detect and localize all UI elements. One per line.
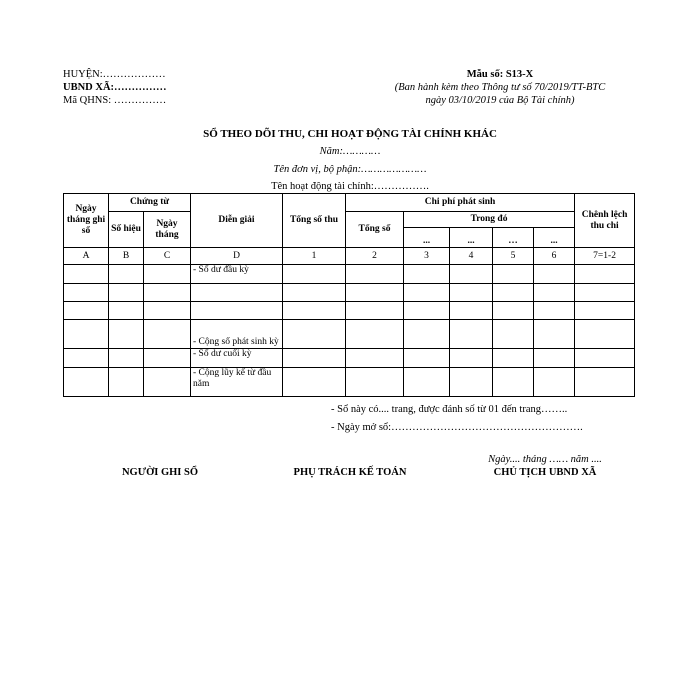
header-sub-3: … xyxy=(493,228,534,248)
header-sub-1: ... xyxy=(404,228,450,248)
header-voucher: Chứng từ xyxy=(109,194,191,212)
table-row xyxy=(64,349,635,368)
header-date: Ngày tháng ghi sổ xyxy=(64,194,109,248)
row-label-ytd-total: - Cộng lũy kế từ đầu năm xyxy=(191,368,283,397)
open-date-note: - Ngày mở sổ:………………………………………………. xyxy=(331,422,583,433)
code-cell: 4 xyxy=(450,248,493,265)
row-label-blank-1 xyxy=(191,284,283,302)
year-line: Năm:………… xyxy=(319,146,381,157)
header-expense-total: Tổng số xyxy=(346,212,404,248)
code-cell: D xyxy=(191,248,283,265)
code-cell: C xyxy=(144,248,191,265)
row-label-opening-balance: - Số dư đầu kỳ xyxy=(191,265,283,284)
code-cell: 5 xyxy=(493,248,534,265)
header-voucher-date: Ngày tháng xyxy=(144,212,191,248)
header-sub-4: ... xyxy=(534,228,575,248)
table-row xyxy=(64,320,635,349)
unit-line: Tên đơn vị, bộ phận:………………… xyxy=(273,164,427,175)
budget-code-line: Mã QHNS: …………… xyxy=(63,95,167,106)
header-sub-2: ... xyxy=(450,228,493,248)
district-line: HUYỆN:……………… xyxy=(63,69,166,80)
row-label-closing-balance: - Số dư cuối kỳ xyxy=(191,349,283,368)
header-of-which: Trong đó xyxy=(404,212,575,228)
table-row xyxy=(64,368,635,397)
pages-note: - Sổ này có.... trang, được đánh số từ 01 đến trang…….. xyxy=(331,404,568,415)
code-cell: B xyxy=(109,248,144,265)
header-expense: Chi phí phát sinh xyxy=(346,194,575,212)
table-row xyxy=(64,284,635,302)
ledger-table xyxy=(63,193,635,397)
header-description: Diễn giải xyxy=(191,194,283,248)
table-row xyxy=(64,302,635,320)
activity-line: Tên hoạt động tài chính:……………. xyxy=(271,181,429,192)
code-cell: A xyxy=(64,248,109,265)
code-cell: 3 xyxy=(404,248,450,265)
code-cell: 2 xyxy=(346,248,404,265)
code-cell: 6 xyxy=(534,248,575,265)
code-row xyxy=(64,248,635,265)
commune-committee-line: UBND XÃ:…………… xyxy=(63,82,167,93)
form-number: Mẫu số: S13-X xyxy=(466,69,534,80)
code-cell: 1 xyxy=(283,248,346,265)
header-voucher-number: Số hiệu xyxy=(109,212,144,248)
code-cell: 7=1-2 xyxy=(575,248,635,265)
recorder-signature-label: NGƯỜI GHI SỔ xyxy=(121,467,199,478)
row-label-blank-2 xyxy=(191,302,283,320)
issued-note-line-1: (Ban hành kèm theo Thông tư số 70/2019/TT-BTC xyxy=(394,82,606,93)
header-total-revenue: Tổng số thu xyxy=(283,194,346,248)
page-title: SỔ THEO DÕI THU, CHI HOẠT ĐỘNG TÀI CHÍNH KHÁC xyxy=(203,128,497,140)
chairman-signature-label: CHỦ TỊCH UBND XÃ xyxy=(493,467,597,478)
row-label-period-total: - Cộng số phát sinh kỳ xyxy=(191,320,283,349)
header-difference: Chênh lệch thu chi xyxy=(575,194,635,248)
table-row xyxy=(64,265,635,284)
accountant-signature-label: PHỤ TRÁCH KẾ TOÁN xyxy=(293,467,407,478)
signature-date-line: Ngày.... tháng …… năm .... xyxy=(488,454,602,465)
issued-note-line-2: ngày 03/10/2019 của Bộ Tài chính) xyxy=(425,95,575,106)
